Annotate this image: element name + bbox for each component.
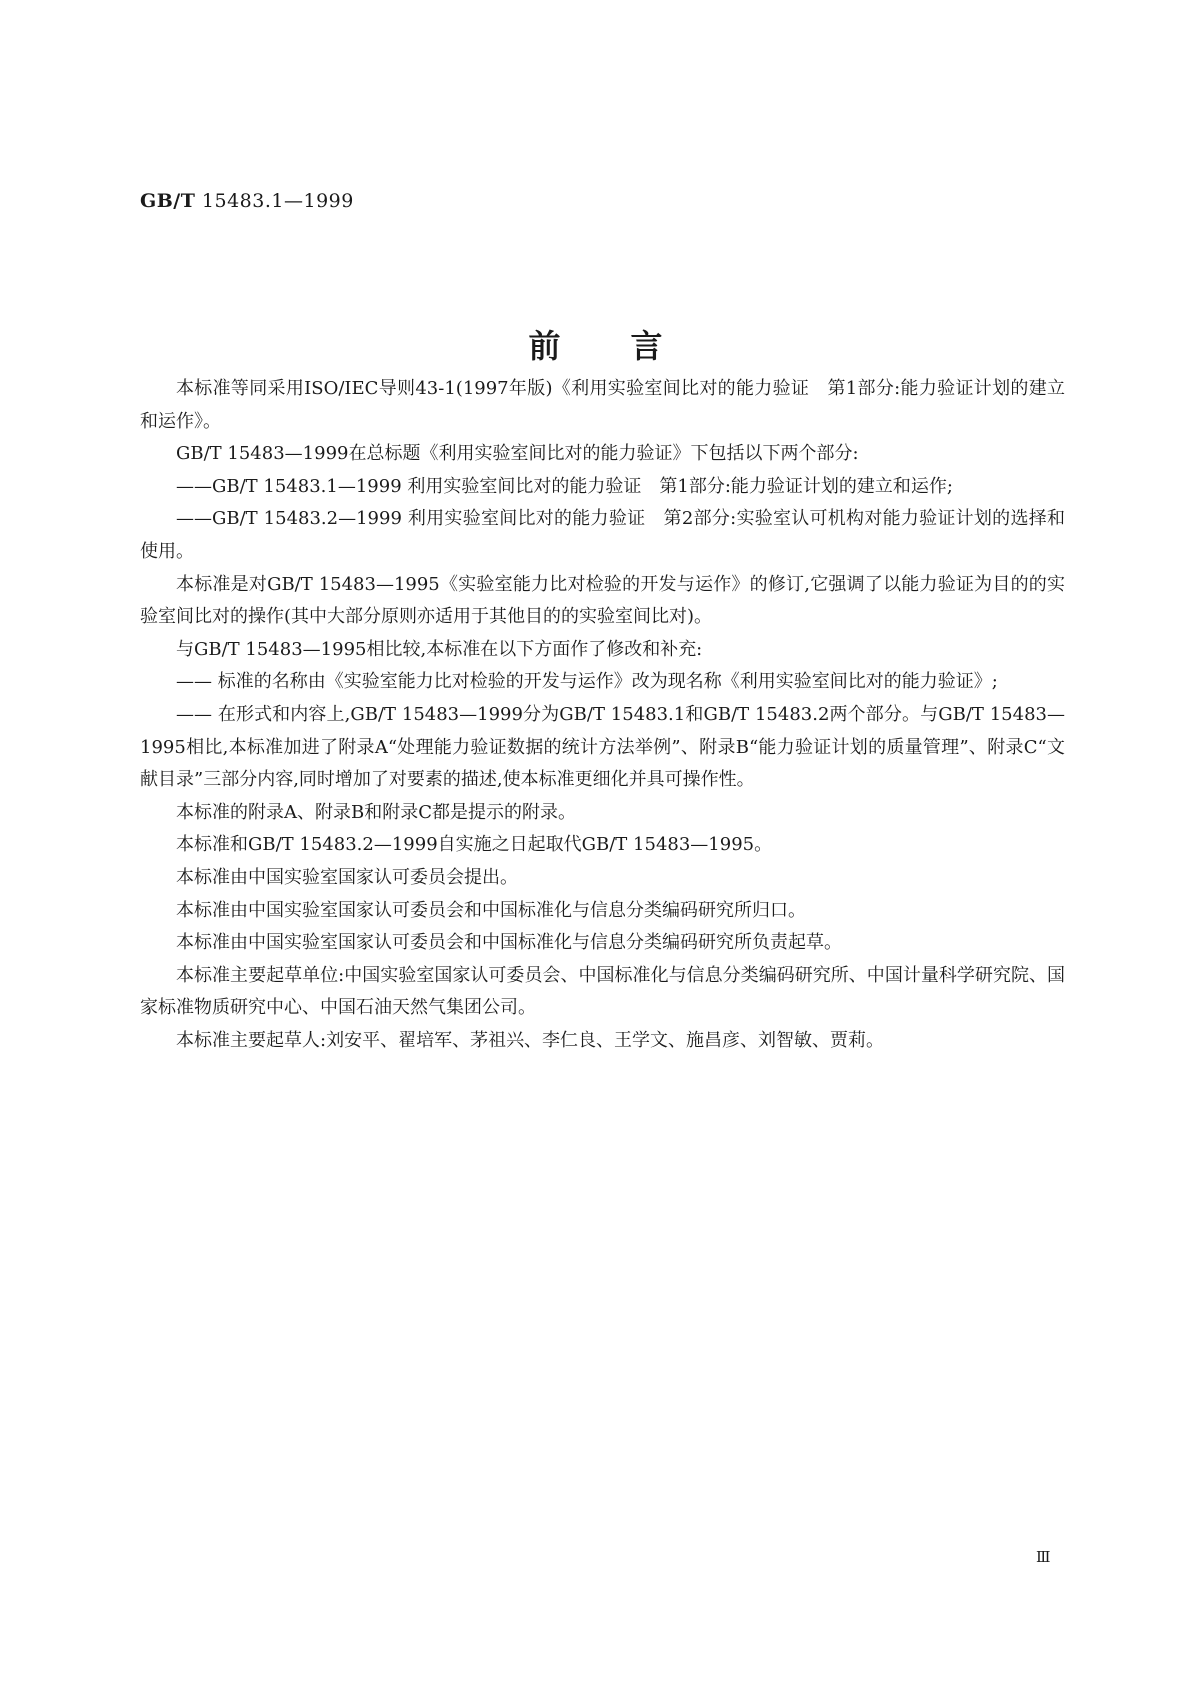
document-code-number: 15483.1—1999 bbox=[201, 190, 354, 212]
paragraph-annexes: 本标准的附录A、附录B和附录C都是提示的附录。 bbox=[176, 801, 576, 823]
paragraph-centralized-by: 本标准由中国实验室国家认可委员会和中国标准化与信息分类编码研究所归口。 bbox=[176, 899, 806, 921]
paragraph-change-content: —— 在形式和内容上,GB/T 15483—1999分为GB/T 15483.1和GB/T 15483.2两个部分。与GB/T 15483—1995相比,本标准加进了附录A“处理能力验证数据的统计方法举例”、附录B“能力验证计划的质量管理”、附录C“文献目录”三部分内容,同时增加了对要素的描述,使本标准更细化并具可操作性。 bbox=[140, 703, 1065, 791]
document-code-prefix: GB/T bbox=[140, 190, 196, 212]
paragraph-proposed-by: 本标准由中国实验室国家认可委员会提出。 bbox=[176, 866, 518, 888]
paragraph-replaces: 本标准和GB/T 15483.2—1999自实施之日起取代GB/T 15483—1995。 bbox=[176, 834, 773, 856]
paragraph-revision: 本标准是对GB/T 15483—1995《实验室能力比对检验的开发与运作》的修订,它强调了以能力验证为目的的实验室间比对的操作(其中大部分原则亦适用于其他目的的实验室间比对)。 bbox=[140, 573, 1065, 628]
page-number: Ⅲ bbox=[1036, 1548, 1051, 1566]
paragraph-part-1: ——GB/T 15483.1—1999 利用实验室间比对的能力验证 第1部分:能力验证计划的建立和运作; bbox=[176, 475, 953, 497]
page-title: 前言 bbox=[528, 327, 733, 366]
foreword-body bbox=[140, 373, 1065, 1057]
paragraph-part-2: ——GB/T 15483.2—1999 利用实验室间比对的能力验证 第2部分:实验室认可机构对能力验证计划的选择和使用。 bbox=[140, 508, 1065, 562]
document-code bbox=[140, 190, 354, 212]
paragraph-change-name: —— 标准的名称由《实验室能力比对检验的开发与运作》改为现名称《利用实验室间比对的能力验证》; bbox=[176, 671, 998, 693]
paragraph-adoption: 本标准等同采用ISO/IEC导则43-1(1997年版)《利用实验室间比对的能力验证 第1部分:能力验证计划的建立和运作》。 bbox=[140, 378, 1065, 432]
paragraph-drafters: 本标准主要起草人:刘安平、翟培军、茅祖兴、李仁良、王学文、施昌彦、刘智敏、贾莉。 bbox=[176, 1029, 885, 1051]
paragraph-parts-intro: GB/T 15483—1999在总标题《利用实验室间比对的能力验证》下包括以下两个部分: bbox=[176, 443, 859, 465]
paragraph-comparison-intro: 与GB/T 15483—1995相比较,本标准在以下方面作了修改和补充: bbox=[176, 638, 703, 660]
paragraph-drafted-by: 本标准由中国实验室国家认可委员会和中国标准化与信息分类编码研究所负责起草。 bbox=[176, 932, 842, 954]
paragraph-drafting-units: 本标准主要起草单位:中国实验室国家认可委员会、中国标准化与信息分类编码研究所、中国计量科学研究院、国家标准物质研究中心、中国石油天然气集团公司。 bbox=[140, 964, 1065, 1019]
